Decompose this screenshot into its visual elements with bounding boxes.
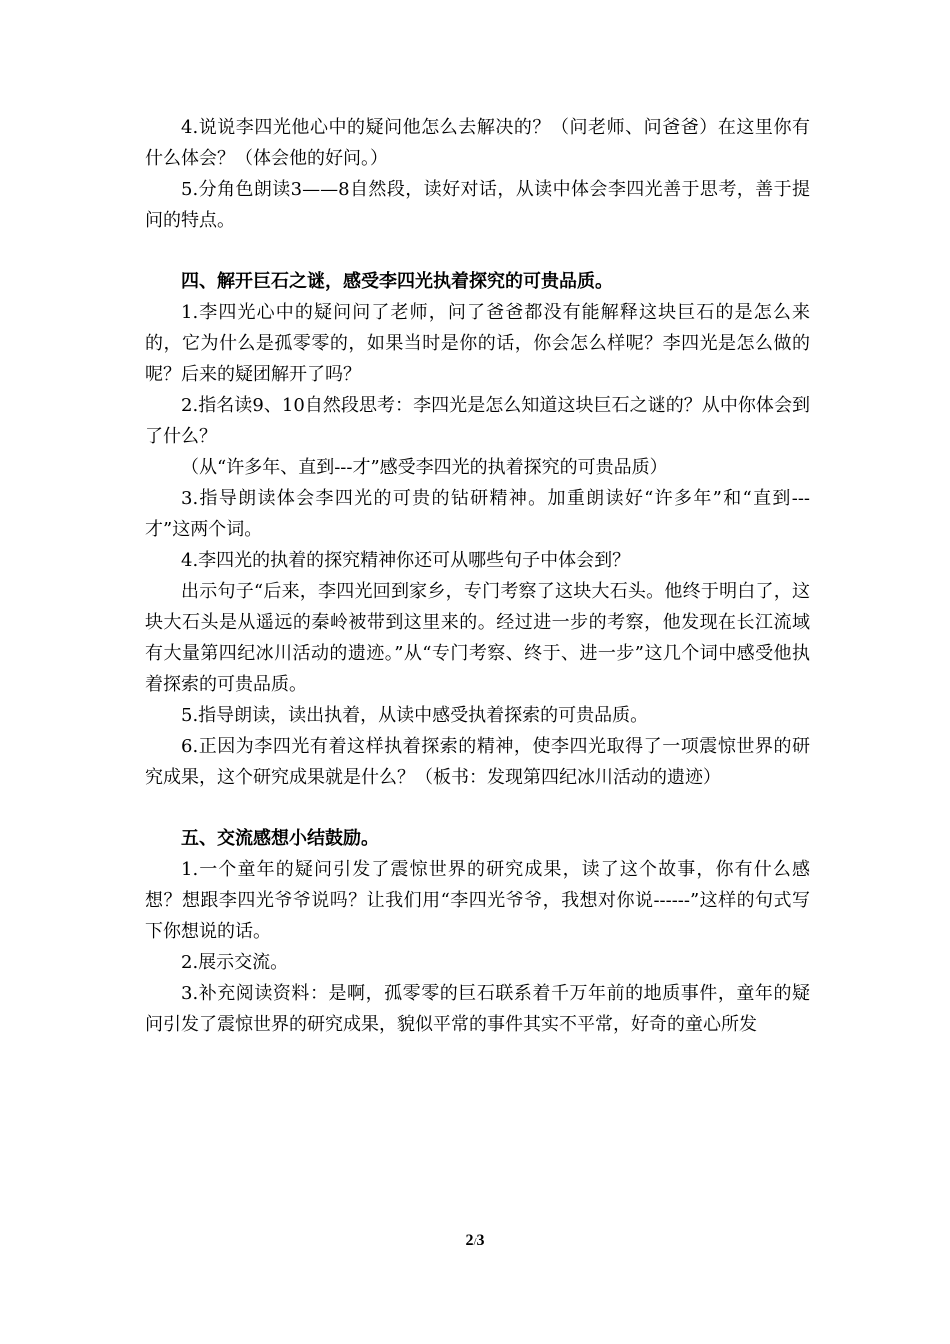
section-heading-4: 四、解开巨石之谜，感受李四光执着探究的可贵品质。 (181, 271, 613, 292)
paragraph-s4-2: 2.指名读9、10自然段思考：李四光是怎么知道这块巨石之谜的？从中你体会到了什么？ (145, 395, 810, 447)
paragraph-s3-4: 4.说说李四光他心中的疑问他怎么去解决的？（问老师、问爸爸）在这里你有什么体会？（体会他的好问。） (145, 117, 810, 169)
paragraph-s5-1: 1.一个童年的疑问引发了震惊世界的研究成果，读了这个故事，你有什么感想？想跟李四光爷爷说吗？让我们用“李四光爷爷，我想对你说------”这样的句式写下你想说的话。 (145, 859, 810, 942)
paragraph-s4-4: 4.李四光的执着的探究精神你还可从哪些句子中体会到？ (181, 550, 631, 571)
paragraph-s3-5: 5.分角色朗读3——8自然段，读好对话，从读中体会李四光善于思考，善于提问的特点。 (145, 179, 810, 231)
section-spacer (145, 236, 810, 266)
paragraph-s4-5: 5.指导朗读，读出执着，从读中感受执着探索的可贵品质。 (181, 705, 649, 726)
paragraph-s4-quote: 出示句子“后来，李四光回到家乡，专门考察了这块大石头。他终于明白了，这块大石头是从遥远的秦岭被带到这里来的。经过进一步的考察，他发现在长江流域有大量第四纪冰川活动的遗迹。”从“专门考察、终于、进一步”这几个词中感受他执着探索的可贵品质。 (145, 581, 810, 695)
paragraph-s4-6: 6.正因为李四光有着这样执着探索的精神，使李四光取得了一项震惊世界的研究成果，这个研究成果就是什么？（板书：发现第四纪冰川活动的遗迹） (145, 736, 810, 788)
total-pages: 3 (476, 1232, 485, 1249)
paragraph-s4-note: （从“许多年、直到---才”感受李四光的执着探究的可贵品质） (181, 457, 668, 478)
paragraph-s5-2: 2.展示交流。 (181, 952, 289, 973)
page-number (0, 1232, 950, 1250)
paragraph-s4-3: 3.指导朗读体会李四光的可贵的钻研精神。加重朗读好“许多年”和“直到---才”这两个词。 (145, 488, 810, 540)
paragraph-s5-3: 3.补充阅读资料：是啊，孤零零的巨石联系着千万年前的地质事件，童年的疑问引发了震惊世界的研究成果，貌似平常的事件其实不平常，好奇的童心所发 (145, 983, 810, 1035)
section-spacer (145, 793, 810, 823)
current-page: 2 (465, 1232, 474, 1249)
page-separator: / (473, 1236, 477, 1248)
paragraph-s4-1: 1.李四光心中的疑问问了老师，问了爸爸都没有能解释这块巨石的是怎么来的，它为什么是孤零零的，如果当时是你的话，你会怎么样呢？李四光是怎么做的呢？后来的疑团解开了吗？ (145, 302, 810, 385)
section-heading-5: 五、交流感想小结鼓励。 (181, 828, 379, 849)
document-page (145, 112, 810, 1040)
